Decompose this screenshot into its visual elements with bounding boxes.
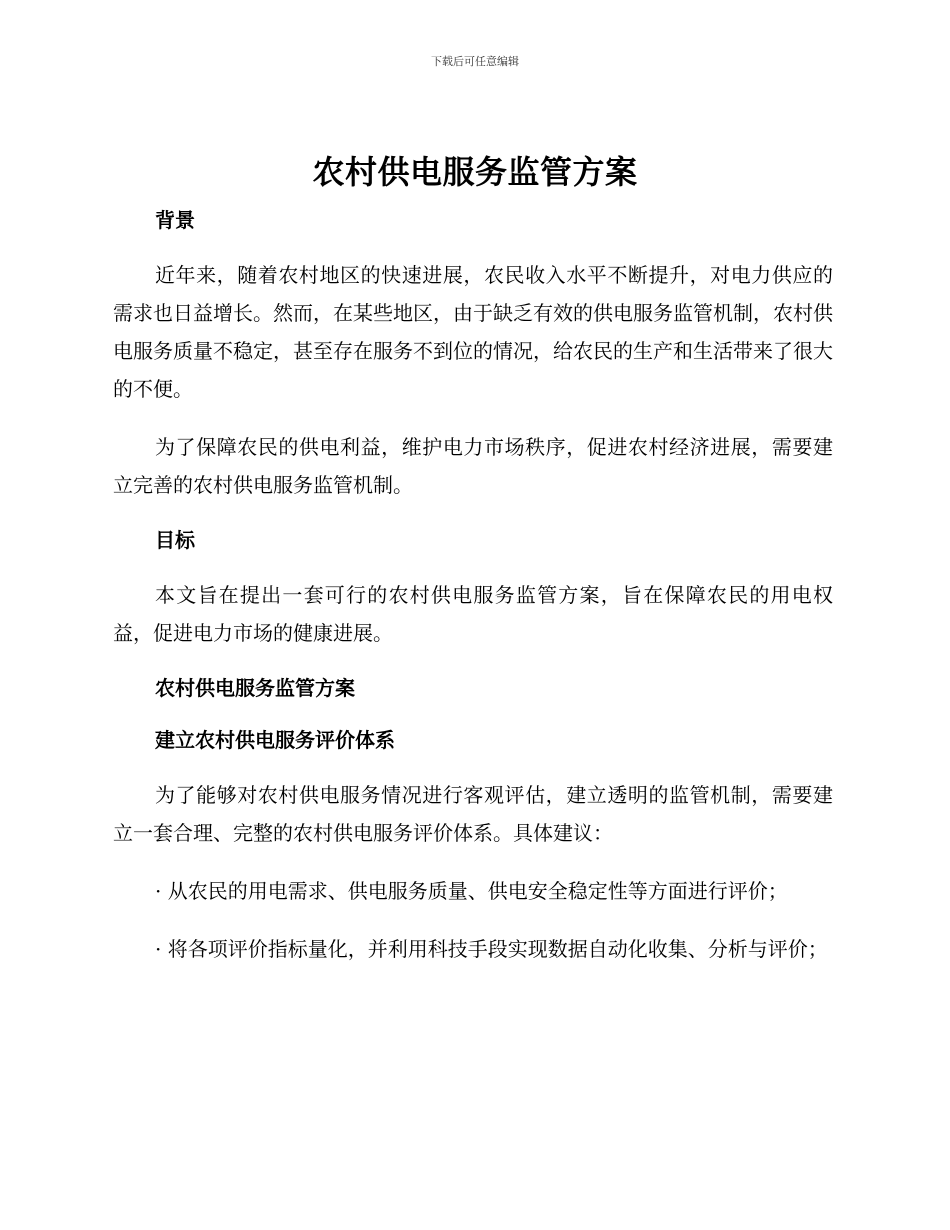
paragraph-background-1: 近年来，随着农村地区的快速进展，农民收入水平不断提升，对电力供应的需求也日益增长。然而，在某些地区，由于缺乏有效的供电服务监管机制，农村供电服务质量不稳定，甚至存在服务不到位的情况，给农民的生产和生活带来了很大的不便。 [113,263,833,401]
section-heading-background: 背景 [155,208,195,232]
bullet-item-2: · 将各项评价指标量化，并利用科技手段实现数据自动化收集、分析与评价； [155,937,828,961]
document-body [113,204,833,988]
paragraph-background-2: 为了保障农民的供电利益，维护电力市场秩序，促进农村经济进展，需要建立完善的农村供电服务监管机制。 [113,435,833,497]
bullet-item-1: · 从农民的用电需求、供电服务质量、供电安全稳定性等方面进行评价； [155,879,788,903]
document-title: 农村供电服务监管方案 [312,153,638,191]
paragraph-goal-1: 本文旨在提出一套可行的农村供电服务监管方案，旨在保障农民的用电权益，促进电力市场的健康进展。 [113,583,833,645]
header-note: 下载后可任意编辑 [431,55,519,68]
section-heading-goal: 目标 [155,528,195,552]
section-heading-evaluation: 建立农村供电服务评价体系 [155,728,395,752]
paragraph-evaluation-1: 为了能够对农村供电服务情况进行客观评估，建立透明的监管机制，需要建立一套合理、完整的农村供电服务评价体系。具体建议： [113,783,833,845]
section-heading-plan: 农村供电服务监管方案 [155,676,355,700]
